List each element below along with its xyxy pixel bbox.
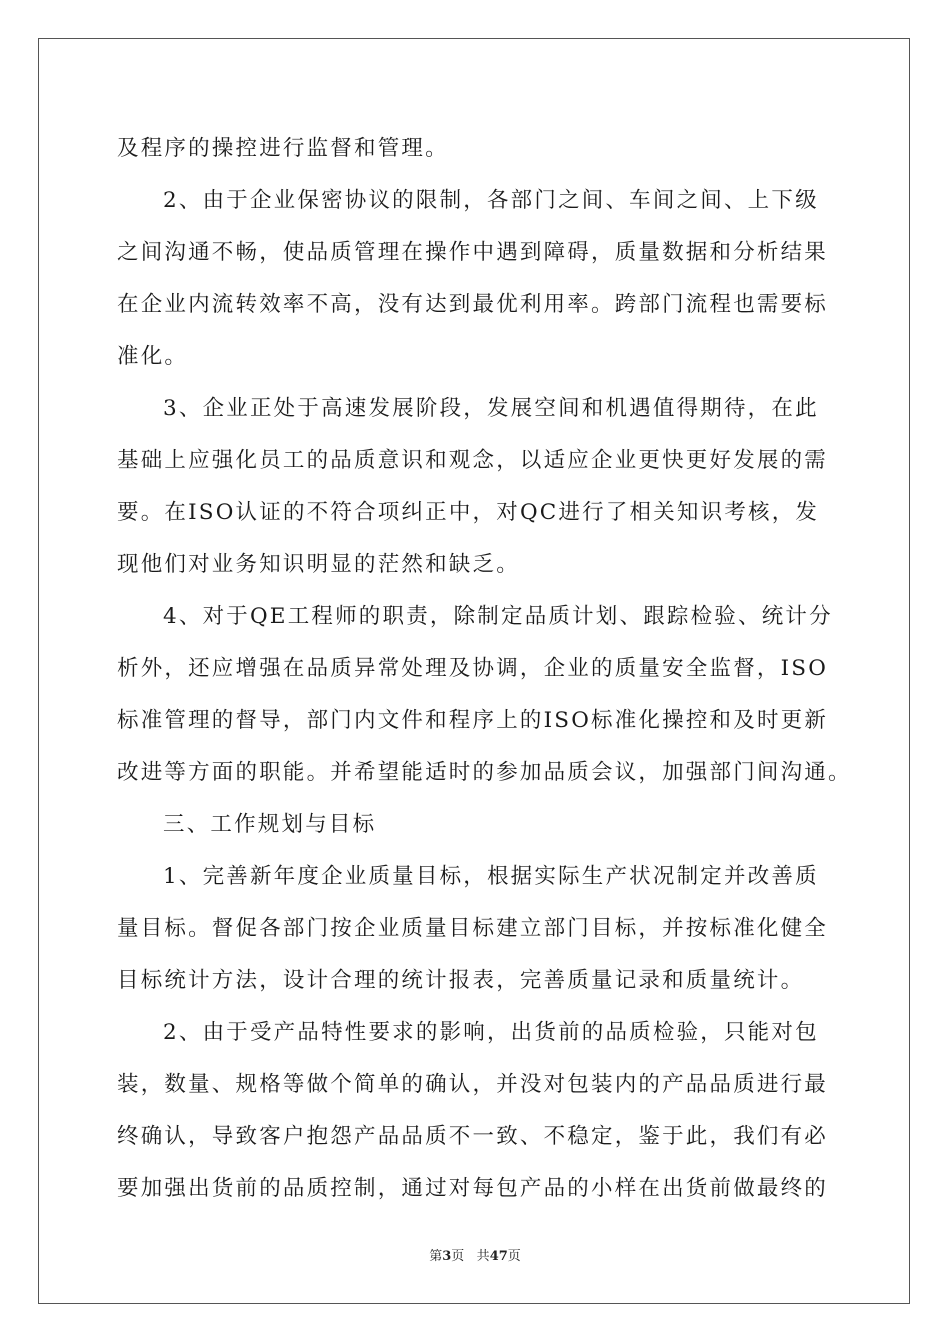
text-line: 终确认，导致客户抱怨产品品质不一致、不稳定，鉴于此，我们有必 [117, 1124, 829, 1149]
section-heading: 三、工作规划与目标 [163, 812, 377, 837]
text-line: 在企业内流转效率不高，没有达到最优利用率。跨部门流程也需要标 [117, 292, 829, 317]
text-line: 及程序的操控进行监督和管理。 [117, 136, 449, 161]
text-line: 准化。 [117, 344, 189, 369]
paragraph-item-1-line: 1、完善新年度企业质量目标，根据实际生产状况制定并改善质 [163, 864, 819, 889]
page-footer [0, 1245, 950, 1264]
text-line: 装，数量、规格等做个简单的确认，并没对包装内的产品品质进行最 [117, 1072, 829, 1097]
paragraph-item-2b-line: 2、由于受产品特性要求的影响，出货前的品质检验，只能对包 [163, 1020, 819, 1045]
text-line: 要加强出货前的品质控制，通过对每包产品的小样在出货前做最终的 [117, 1176, 829, 1201]
text-line: 现他们对业务知识明显的茫然和缺乏。 [117, 552, 520, 577]
footer-page-suffix: 页 [451, 1249, 465, 1264]
paragraph-item-4-line: 4、对于QE工程师的职责，除制定品质计划、跟踪检验、统计分 [163, 604, 833, 629]
text-line: 目标统计方法，设计合理的统计报表，完善质量记录和质量统计。 [117, 968, 805, 993]
total-pages-number: 47 [489, 1249, 508, 1264]
text-line: 要。在ISO认证的不符合项纠正中，对QC进行了相关知识考核，发 [117, 500, 820, 525]
document-body [117, 123, 852, 1215]
paragraph-item-3-line: 3、企业正处于高速发展阶段，发展空间和机遇值得期待，在此 [163, 396, 819, 421]
paragraph-item-2-line: 2、由于企业保密协议的限制，各部门之间、车间之间、上下级 [163, 188, 819, 213]
footer-total-prefix: 共 [476, 1249, 490, 1264]
text-line: 析外，还应增强在品质异常处理及协调，企业的质量安全监督，ISO [117, 656, 829, 681]
text-line: 标准管理的督导，部门内文件和程序上的ISO标准化操控和及时更新 [117, 708, 829, 733]
current-page-number: 3 [442, 1249, 452, 1264]
footer-prefix: 第 [429, 1249, 443, 1264]
text-line: 之间沟通不畅，使品质管理在操作中遇到障碍，质量数据和分析结果 [117, 240, 829, 265]
text-line: 基础上应强化员工的品质意识和观念，以适应企业更快更好发展的需 [117, 448, 829, 473]
text-line: 改进等方面的职能。并希望能适时的参加品质会议，加强部门间沟通。 [117, 760, 852, 785]
footer-total-suffix: 页 [507, 1249, 521, 1264]
text-line: 量目标。督促各部门按企业质量目标建立部门目标，并按标准化健全 [117, 916, 829, 941]
